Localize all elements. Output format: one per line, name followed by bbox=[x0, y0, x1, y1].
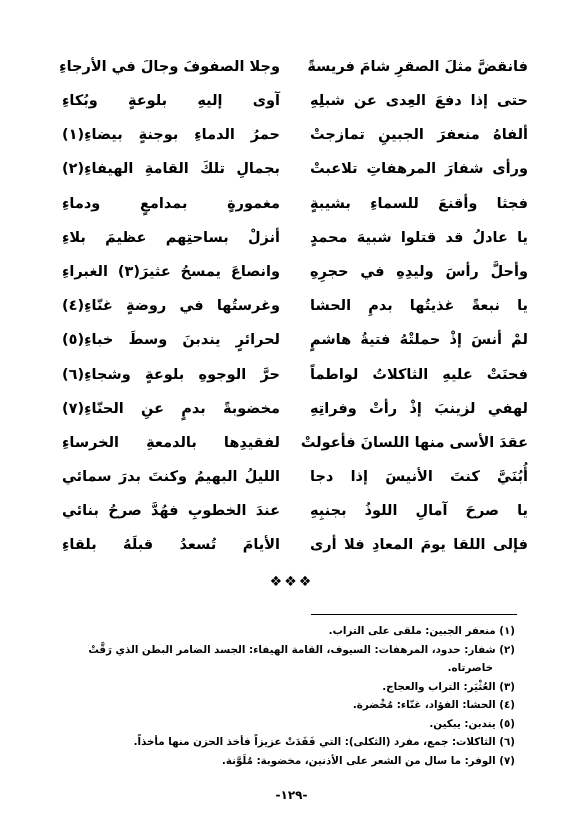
verse-first-hemistich: لهفي لزينبَ إذْ رأتْ وفراتِهِ bbox=[310, 400, 528, 417]
verse-second-hemistich: مغمورةٍ بمدامعٍ ودماءِ bbox=[62, 195, 280, 212]
verse-line bbox=[59, 50, 528, 84]
verse-line bbox=[62, 84, 528, 118]
verse-first-hemistich: وأحلَّ رأسَ وليدِهِ في حجرِهِ bbox=[310, 263, 528, 280]
footnote-separator bbox=[311, 614, 517, 615]
footnote: (٥) يندبن: يبكين. bbox=[429, 717, 515, 730]
verse-second-hemistich: الليلُ البهيمُ وكنتَ بدرَ سمائي bbox=[62, 469, 280, 486]
verse-first-hemistich: أُبُنَيَّ كنتَ الأنيسَ إذا دجا bbox=[310, 469, 528, 486]
footnote: (٧) الوفر: ما سال من الشعر على الأذنين، مخضوبة: مُلَوَّنة. bbox=[221, 754, 515, 767]
verse-line bbox=[62, 358, 528, 392]
page-number: -١٢٩- bbox=[275, 788, 308, 802]
verse-line bbox=[62, 460, 528, 494]
section-ornament: ❖❖❖ bbox=[269, 574, 314, 590]
verse-second-hemistich: وانصاعَ يمسحُ عثيرَ(٣) الغبراءِ bbox=[62, 263, 280, 280]
verse-second-hemistich: بجمالِ تلكَ القامةِ الهيفاءِ(٢) bbox=[62, 161, 280, 178]
verse-line bbox=[62, 153, 528, 187]
verse-first-hemistich: ألفاهُ منعفرَ الجبينِ تمازجتْ bbox=[310, 127, 528, 144]
footnote: (٣) العُثْيَر: التراب والعجاج. bbox=[382, 680, 515, 693]
verse-line bbox=[62, 118, 528, 152]
verse-line bbox=[62, 221, 528, 255]
verse-first-hemistich: فجثا وأقنعَ للسماءِ بشيبةٍ bbox=[310, 195, 528, 212]
footnote: (٦) الثاكلات: جمع، مفرد (الثكلى): التي فَقَدَتْ عزيزاً فأخذ الحزن منها مأخذاً. bbox=[133, 736, 515, 748]
verse-first-hemistich: فإلى اللقا يومَ المعادِ فلا أرى bbox=[310, 537, 528, 554]
verse-second-hemistich: لحرائرٍ يندبنَ وسطَ خباءِ(٥) bbox=[62, 332, 280, 349]
verse-first-hemistich: لمْ أنسَ إذْ حملتْهُ فتيةُ هاشمٍ bbox=[310, 332, 528, 349]
verse-second-hemistich: الأيامَ تُسعدُ قبلَهُ بلقاءِ bbox=[62, 537, 280, 554]
verse-second-hemistich: مخضوبةً بدمٍ عنِ الحنّاءِ(٧) bbox=[62, 400, 280, 417]
verse-second-hemistich: آوى إليهِ بلوعةٍ وبُكاءِ bbox=[62, 93, 280, 110]
verse-first-hemistich: حتى إذا دفعَ العِدى عن شبلِهِ bbox=[310, 93, 528, 110]
verse-line bbox=[62, 392, 528, 426]
verse-second-hemistich: وغرستُها في روضةٍ غنّاءِ(٤) bbox=[62, 298, 280, 315]
verse-first-hemistich: عقدَ الأسى منها اللسانَ فأعولتْ bbox=[300, 434, 528, 451]
verse-second-hemistich: عندَ الخطوبِ فهُدَّ صرحُ بنائي bbox=[62, 503, 280, 520]
footnote: (٤) الحشا: الفؤاد، غنّاء: مُخْضرة. bbox=[352, 699, 515, 711]
verse-line bbox=[62, 494, 528, 528]
verse-second-hemistich: حمرُ الدماءِ بوجنةٍ بيضاءِ(١) bbox=[62, 127, 280, 144]
verse-line bbox=[62, 324, 528, 358]
verse-line bbox=[62, 529, 528, 563]
footnote: (٢) شفار: حدود، المرهفات: السيوف، القامة الهيفاء: الجسد الضامر البطن الذي رَقَّتْ bbox=[88, 643, 515, 656]
poem bbox=[59, 50, 528, 563]
verse-first-hemistich: ورأى شفارَ المرهفاتِ تلاعبتْ bbox=[310, 161, 528, 178]
verse-first-hemistich: فانقضَّ مثلَ الصقرِ شامَ فريسةً bbox=[307, 58, 528, 75]
verse-second-hemistich: وجلا الصفوفَ وجالَ في الأرجاءِ bbox=[59, 58, 280, 75]
footnotes bbox=[69, 622, 515, 770]
verse-first-hemistich: فحنَتْ عليهِ الثاكلاتُ لواطماً bbox=[310, 366, 528, 383]
verse-line bbox=[62, 255, 528, 289]
footnote: (١) منعفر الجبين: ملقى على التراب. bbox=[328, 625, 515, 637]
verse-first-hemistich: يا نبعةً غذيتُها بدمِ الحشا bbox=[310, 298, 528, 315]
footnote: خاصرتاه. bbox=[447, 662, 493, 674]
verse-line bbox=[62, 426, 528, 460]
verse-second-hemistich: أنزلْ بساحتِهم عظيمَ بلاءِ bbox=[62, 229, 280, 246]
verse-line bbox=[62, 289, 528, 323]
verse-first-hemistich: يا صرحَ آمالِ اللوذُ بجنبِهِ bbox=[310, 503, 528, 520]
verse-line bbox=[62, 187, 528, 221]
verse-second-hemistich: حرَّ الوجوهِ بلوعةٍ وشجاءِ(٦) bbox=[62, 366, 280, 383]
verse-second-hemistich: لفقيدِها بالدمعةِ الخرساءِ bbox=[62, 434, 280, 451]
verse-first-hemistich: يا عادلُ قد قتلوا شبيهَ محمدٍ bbox=[310, 229, 528, 246]
